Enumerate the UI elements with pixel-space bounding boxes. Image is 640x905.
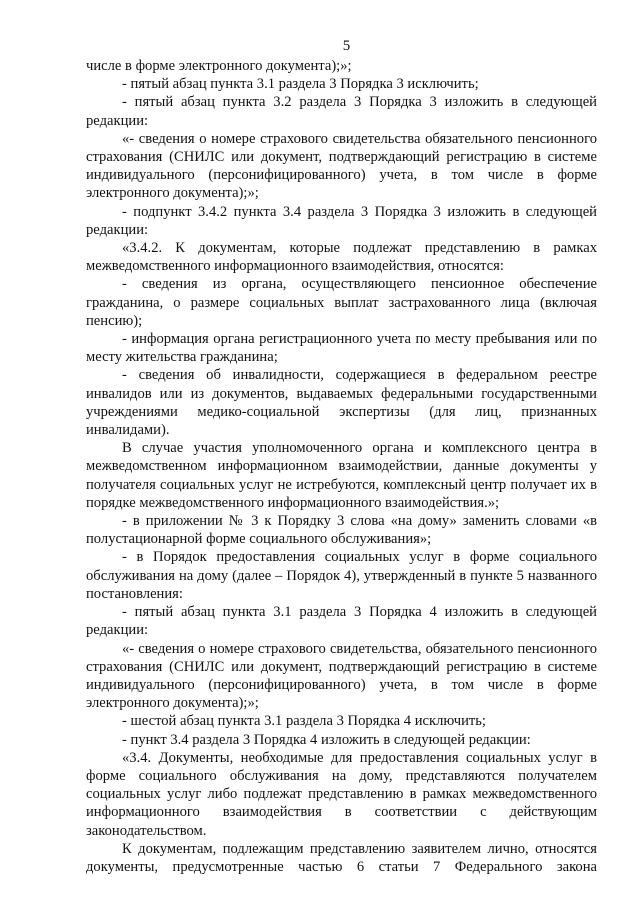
paragraph: - шестой абзац пункта 3.1 раздела 3 Порядка 4 исключить; [122,713,486,730]
paragraph: В случае участия уполномоченного органа и комплексного центра в межведомственном информационном взаимодействии, данные документы у получателя социальных услуг не истребуются, комплексный центр получает их в порядке межведомственного информационного взаимодействия.»; [86,440,597,511]
document-body [86,57,597,876]
paragraph: «- сведения о номере страхового свидетельства обязательного пенсионного страхования (СНИЛС или документ, подтверждающий регистрацию в системе индивидуального (персонифицированного) учета, в том числе в форме электронного документа);»; [86,130,597,202]
paragraph: - пункт 3.4 раздела 3 Порядка 4 изложить в следующей редакции: [122,731,531,748]
paragraph: К документам, подлежащим представлению заявителем лично, относятся документы, предусмотренные частью 6 статьи 7 Федерального закона [86,840,597,875]
paragraph: - сведения об инвалидности, содержащиеся в федеральном реестре инвалидов или из документов, выдаваемых федеральными государственными учреждениями медико-социальной экспертизы (для лиц, признанных инвалидами). [86,367,597,439]
paragraph: - в Порядок предоставления социальных услуг в форме социального обслуживания на дому (далее – Порядок 4), утвержденный в пункте 5 названного постановления: [86,549,597,602]
paragraph: - в приложении № 3 к Порядку 3 слова «на дому» заменить словами «в полустационарной форме социального обслуживания»; [86,513,597,548]
paragraph: числе в форме электронного документа);»; [86,58,352,74]
paragraph: «3.4.2. К документам, которые подлежат представлению в рамках межведомственного информационного взаимодействия, относятся: [86,240,597,275]
page-number: 5 [342,38,351,54]
paragraph: - сведения из органа, осуществляющего пенсионное обеспечение гражданина, о размере социальных выплат застрахованного лица (включая пенсию); [86,276,597,329]
paragraph: - пятый абзац пункта 3.1 раздела 3 Порядка 3 исключить; [122,76,479,93]
paragraph: «3.4. Документы, необходимые для предоставления социальных услуг в форме социального обслуживания на дому, представляются получателем социальных услуг либо подлежат представлению в рамках межведомственного информационного взаимодействия в соответствии с действующим законодательством. [86,749,597,839]
paragraph: - пятый абзац пункта 3.2 раздела 3 Порядка 3 изложить в следующей редакции: [86,94,597,129]
paragraph: - подпункт 3.4.2 пункта 3.4 раздела 3 Порядка 3 изложить в следующей редакции: [86,203,597,238]
paragraph: «- сведения о номере страхового свидетельства, обязательного пенсионного страхования (СНИЛС или документ, подтверждающий регистрацию в системе индивидуального (персонифицированного) учета, в том числе в форме электронного документа);»; [86,640,597,712]
paragraph: - пятый абзац пункта 3.1 раздела 3 Порядка 4 изложить в следующей редакции: [86,604,597,639]
paragraph: - информация органа регистрационного учета по месту пребывания или по месту жительства гражданина; [86,331,597,366]
